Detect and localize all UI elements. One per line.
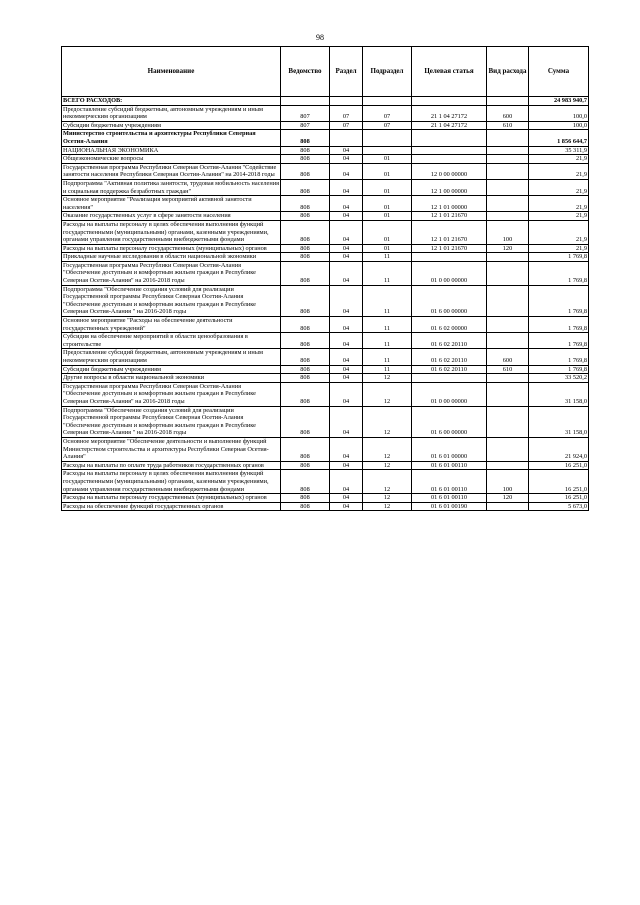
row-name: ВСЕГО РАСХОДОВ: bbox=[62, 97, 281, 106]
row-name: Основное мероприятие "Обеспечение деятельности и выполнение функций Министерством строительства и архитектуры Республики Северная Осетия-Алания" bbox=[62, 437, 281, 461]
row-subsection: 01 bbox=[363, 212, 412, 221]
table-row bbox=[62, 130, 589, 146]
row-subsection: 11 bbox=[363, 365, 412, 374]
row-expense-type bbox=[487, 97, 529, 106]
row-name: Расходы на выплаты по оплате труда работников государственных органов bbox=[62, 461, 281, 470]
table-row bbox=[62, 382, 589, 406]
row-amount: 35 311,9 bbox=[529, 146, 589, 155]
row-section: 04 bbox=[330, 285, 363, 316]
table-row bbox=[62, 470, 589, 494]
row-subsection bbox=[363, 146, 412, 155]
row-department: 808 bbox=[281, 285, 330, 316]
row-name: Оказание государственных услуг в сфере занятости населения bbox=[62, 212, 281, 221]
row-section: 04 bbox=[330, 502, 363, 511]
row-amount: 24 983 940,7 bbox=[529, 97, 589, 106]
row-department: 808 bbox=[281, 220, 330, 244]
page-number: 98 bbox=[316, 33, 324, 42]
row-amount: 1 769,8 bbox=[529, 365, 589, 374]
row-target-article bbox=[412, 130, 487, 146]
table-row bbox=[62, 349, 589, 365]
row-subsection: 01 bbox=[363, 196, 412, 212]
row-name: Расходы на обеспечение функций государственных органов bbox=[62, 502, 281, 511]
row-subsection: 01 bbox=[363, 179, 412, 195]
row-target-article: 01 6 01 00110 bbox=[412, 461, 487, 470]
row-expense-type bbox=[487, 374, 529, 383]
row-section: 04 bbox=[330, 253, 363, 262]
row-target-article: 01 6 02 20110 bbox=[412, 333, 487, 349]
expenditure-table bbox=[61, 46, 589, 511]
row-target-article: 01 6 01 00110 bbox=[412, 494, 487, 503]
row-expense-type: 100 bbox=[487, 470, 529, 494]
row-section: 04 bbox=[330, 406, 363, 437]
row-section: 04 bbox=[330, 146, 363, 155]
row-section: 04 bbox=[330, 382, 363, 406]
table-row bbox=[62, 437, 589, 461]
row-department: 808 bbox=[281, 470, 330, 494]
table-row bbox=[62, 285, 589, 316]
row-target-article: 12 0 00 00000 bbox=[412, 163, 487, 179]
row-name: Субсидия на обеспечение мероприятий в области ценообразования в строительстве bbox=[62, 333, 281, 349]
row-section: 04 bbox=[330, 220, 363, 244]
row-name: Другие вопросы в области национальной экономики bbox=[62, 374, 281, 383]
row-expense-type bbox=[487, 502, 529, 511]
row-department: 808 bbox=[281, 146, 330, 155]
row-amount: 1 769,8 bbox=[529, 261, 589, 285]
row-section: 04 bbox=[330, 155, 363, 164]
row-department: 808 bbox=[281, 406, 330, 437]
row-section: 04 bbox=[330, 494, 363, 503]
row-subsection: 12 bbox=[363, 470, 412, 494]
row-department: 808 bbox=[281, 244, 330, 253]
row-amount: 1 769,8 bbox=[529, 253, 589, 262]
row-department: 807 bbox=[281, 105, 330, 121]
row-name: НАЦИОНАЛЬНАЯ ЭКОНОМИКА bbox=[62, 146, 281, 155]
row-target-article: 01 6 00 00000 bbox=[412, 285, 487, 316]
row-department: 808 bbox=[281, 461, 330, 470]
row-amount: 21,9 bbox=[529, 155, 589, 164]
row-department: 808 bbox=[281, 333, 330, 349]
row-target-article: 01 6 01 00000 bbox=[412, 437, 487, 461]
row-expense-type bbox=[487, 333, 529, 349]
row-amount: 21 924,0 bbox=[529, 437, 589, 461]
row-expense-type: 610 bbox=[487, 365, 529, 374]
row-subsection bbox=[363, 97, 412, 106]
row-section: 04 bbox=[330, 437, 363, 461]
row-department: 808 bbox=[281, 317, 330, 333]
row-department: 808 bbox=[281, 212, 330, 221]
row-target-article: 01 6 02 20110 bbox=[412, 349, 487, 365]
row-subsection: 12 bbox=[363, 374, 412, 383]
row-name: Основное мероприятие "Реализация мероприятий активной занятости населения" bbox=[62, 196, 281, 212]
row-amount: 1 769,8 bbox=[529, 333, 589, 349]
row-department: 808 bbox=[281, 437, 330, 461]
row-section: 04 bbox=[330, 317, 363, 333]
row-name: Министерство строительства и архитектуры Республики Северная Осетия-Алания bbox=[62, 130, 281, 146]
table-row bbox=[62, 105, 589, 121]
row-amount: 16 251,0 bbox=[529, 470, 589, 494]
header-amount: Сумма bbox=[529, 47, 589, 97]
row-expense-type bbox=[487, 196, 529, 212]
row-section: 04 bbox=[330, 179, 363, 195]
row-department: 807 bbox=[281, 121, 330, 130]
row-expense-type bbox=[487, 179, 529, 195]
table-row bbox=[62, 163, 589, 179]
table-row bbox=[62, 97, 589, 106]
table-row bbox=[62, 220, 589, 244]
row-department: 808 bbox=[281, 196, 330, 212]
row-name: Подпрограмма "Обеспечение создания условий для реализации Государственной программы Республики Северная Осетия-Алания "Обеспечение доступным и комфортным жильем граждан в Республике Северная Осетия-Алания " на 2016-2018 годы bbox=[62, 406, 281, 437]
row-target-article: 12 1 01 21670 bbox=[412, 212, 487, 221]
row-section: 04 bbox=[330, 461, 363, 470]
header-department: Ведомство bbox=[281, 47, 330, 97]
row-department: 808 bbox=[281, 494, 330, 503]
row-department: 808 bbox=[281, 179, 330, 195]
header-section: Раздел bbox=[330, 47, 363, 97]
table-row bbox=[62, 146, 589, 155]
row-subsection: 07 bbox=[363, 105, 412, 121]
row-expense-type bbox=[487, 212, 529, 221]
row-subsection: 11 bbox=[363, 317, 412, 333]
row-subsection: 12 bbox=[363, 382, 412, 406]
row-amount: 1 769,8 bbox=[529, 349, 589, 365]
table-row bbox=[62, 374, 589, 383]
row-expense-type bbox=[487, 437, 529, 461]
row-expense-type bbox=[487, 261, 529, 285]
row-amount: 1 769,8 bbox=[529, 285, 589, 316]
row-expense-type bbox=[487, 382, 529, 406]
row-expense-type bbox=[487, 155, 529, 164]
row-department: 808 bbox=[281, 261, 330, 285]
table-row bbox=[62, 406, 589, 437]
row-subsection bbox=[363, 130, 412, 146]
row-expense-type: 120 bbox=[487, 244, 529, 253]
table-row bbox=[62, 317, 589, 333]
row-target-article bbox=[412, 155, 487, 164]
row-expense-type: 600 bbox=[487, 105, 529, 121]
row-section: 04 bbox=[330, 196, 363, 212]
row-section: 04 bbox=[330, 163, 363, 179]
row-section bbox=[330, 130, 363, 146]
row-expense-type bbox=[487, 130, 529, 146]
row-department bbox=[281, 97, 330, 106]
row-target-article: 12 1 01 21670 bbox=[412, 220, 487, 244]
row-target-article: 12 1 00 00000 bbox=[412, 179, 487, 195]
row-name: Государственная программа Республики Северная Осетия-Алания "Содействие занятости населения Республики Северная Осетия-Алания" на 2014-2018 годы bbox=[62, 163, 281, 179]
row-amount: 21,9 bbox=[529, 244, 589, 253]
row-amount: 21,9 bbox=[529, 196, 589, 212]
row-expense-type bbox=[487, 285, 529, 316]
row-subsection: 01 bbox=[363, 155, 412, 164]
header-target-article: Целевая статья bbox=[412, 47, 487, 97]
row-target-article: 01 0 00 00000 bbox=[412, 261, 487, 285]
table-row bbox=[62, 333, 589, 349]
row-subsection: 01 bbox=[363, 244, 412, 253]
row-department: 808 bbox=[281, 365, 330, 374]
row-target-article bbox=[412, 374, 487, 383]
row-subsection: 01 bbox=[363, 220, 412, 244]
row-subsection: 11 bbox=[363, 285, 412, 316]
row-amount: 1 856 644,7 bbox=[529, 130, 589, 146]
row-amount: 21,9 bbox=[529, 220, 589, 244]
row-name: Расходы на выплаты персоналу государственных (муниципальных) органов bbox=[62, 244, 281, 253]
row-target-article: 01 6 02 00000 bbox=[412, 317, 487, 333]
row-target-article: 01 6 02 20110 bbox=[412, 365, 487, 374]
row-name: Государственная программа Республики Северная Осетия-Алания "Обеспечение доступным и комфортным жильем граждан в Республике Северная Осетия-Алания" на 2016-2018 годы bbox=[62, 261, 281, 285]
row-name: Предоставление субсидий бюджетным, автономным учреждениям и иным некоммерческим организациям bbox=[62, 349, 281, 365]
row-name: Государственная программа Республики Северная Осетия-Алания "Обеспечение доступным и комфортным жильем граждан в Республике Северная Осетия-Алания" на 2016-2018 годы bbox=[62, 382, 281, 406]
row-expense-type: 610 bbox=[487, 121, 529, 130]
table-row bbox=[62, 261, 589, 285]
row-target-article: 01 6 01 00110 bbox=[412, 470, 487, 494]
row-expense-type bbox=[487, 461, 529, 470]
row-name: Предоставление субсидий бюджетным, автономным учреждениям и иным некоммерческим организациям bbox=[62, 105, 281, 121]
row-target-article: 21 1 04 27172 bbox=[412, 105, 487, 121]
row-amount: 31 158,0 bbox=[529, 382, 589, 406]
row-amount: 100,0 bbox=[529, 121, 589, 130]
row-name: Расходы на выплаты персоналу государственных (муниципальных) органов bbox=[62, 494, 281, 503]
row-department: 808 bbox=[281, 130, 330, 146]
row-department: 808 bbox=[281, 163, 330, 179]
row-name: Субсидии бюджетным учреждениям bbox=[62, 121, 281, 130]
row-subsection: 07 bbox=[363, 121, 412, 130]
table-row bbox=[62, 494, 589, 503]
row-amount: 21,9 bbox=[529, 212, 589, 221]
row-section: 04 bbox=[330, 244, 363, 253]
row-section: 04 bbox=[330, 365, 363, 374]
row-expense-type bbox=[487, 163, 529, 179]
row-subsection: 11 bbox=[363, 349, 412, 365]
row-expense-type bbox=[487, 317, 529, 333]
row-section: 07 bbox=[330, 105, 363, 121]
table-row bbox=[62, 196, 589, 212]
row-section: 04 bbox=[330, 333, 363, 349]
row-section: 07 bbox=[330, 121, 363, 130]
row-amount: 100,0 bbox=[529, 105, 589, 121]
row-section: 04 bbox=[330, 349, 363, 365]
header-expense-type: Вид расхода bbox=[487, 47, 529, 97]
row-amount: 31 158,0 bbox=[529, 406, 589, 437]
table-row bbox=[62, 179, 589, 195]
row-expense-type bbox=[487, 146, 529, 155]
row-name: Субсидии бюджетным учреждениям bbox=[62, 365, 281, 374]
row-amount: 16 251,0 bbox=[529, 461, 589, 470]
row-amount: 21,9 bbox=[529, 179, 589, 195]
row-subsection: 11 bbox=[363, 261, 412, 285]
row-subsection: 12 bbox=[363, 502, 412, 511]
row-amount: 5 673,0 bbox=[529, 502, 589, 511]
table-row bbox=[62, 121, 589, 130]
table-body bbox=[62, 97, 589, 511]
row-subsection: 01 bbox=[363, 163, 412, 179]
table-row bbox=[62, 253, 589, 262]
row-name: Общеэкономические вопросы bbox=[62, 155, 281, 164]
row-target-article bbox=[412, 146, 487, 155]
row-amount: 1 769,8 bbox=[529, 317, 589, 333]
row-amount: 21,9 bbox=[529, 163, 589, 179]
row-name: Подпрограмма "Активная политика занятости, трудовая мобильность населения и социальная поддержка безработных граждан" bbox=[63, 179, 279, 195]
table-row bbox=[62, 244, 589, 253]
row-department: 808 bbox=[281, 253, 330, 262]
table-row bbox=[62, 155, 589, 164]
row-subsection: 12 bbox=[363, 406, 412, 437]
row-amount: 16 251,0 bbox=[529, 494, 589, 503]
table-row bbox=[62, 502, 589, 511]
row-section: 04 bbox=[330, 212, 363, 221]
table-row bbox=[62, 212, 589, 221]
row-target-article: 01 0 00 00000 bbox=[412, 382, 487, 406]
row-department: 808 bbox=[281, 502, 330, 511]
row-section: 04 bbox=[330, 470, 363, 494]
row-target-article: 12 1 01 00000 bbox=[412, 196, 487, 212]
row-target-article: 21 1 04 27172 bbox=[412, 121, 487, 130]
row-subsection: 12 bbox=[363, 461, 412, 470]
row-section: 04 bbox=[330, 261, 363, 285]
row-subsection: 11 bbox=[363, 253, 412, 262]
row-name: Подпрограмма "Обеспечение создания условий для реализации Государственной программы Республики Северная Осетия-Алания "Обеспечение доступным и комфортным жильем граждан в Республике Северная Осетия-Алания " на 2016-2018 годы bbox=[62, 285, 281, 316]
row-subsection: 12 bbox=[363, 494, 412, 503]
row-name: Прикладные научные исследования в области национальной экономики bbox=[62, 253, 281, 262]
row-expense-type bbox=[487, 253, 529, 262]
table-row bbox=[62, 365, 589, 374]
row-expense-type: 100 bbox=[487, 220, 529, 244]
row-subsection: 12 bbox=[363, 437, 412, 461]
row-expense-type: 600 bbox=[487, 349, 529, 365]
row-department: 808 bbox=[281, 382, 330, 406]
row-name: Расходы на выплаты персоналу в целях обеспечения выполнения функций государственными (муниципальными) органами, казенными учреждениями, органами управления государственными внебюджетными фондами bbox=[62, 220, 281, 244]
row-section: 04 bbox=[330, 374, 363, 383]
row-subsection: 11 bbox=[363, 333, 412, 349]
row-target-article: 01 6 00 00000 bbox=[412, 406, 487, 437]
row-target-article: 12 1 01 21670 bbox=[412, 244, 487, 253]
row-department: 808 bbox=[281, 374, 330, 383]
row-department: 808 bbox=[281, 155, 330, 164]
row-target-article bbox=[412, 97, 487, 106]
row-department: 808 bbox=[281, 349, 330, 365]
row-target-article: 01 6 01 00190 bbox=[412, 502, 487, 511]
header-name: Наименование bbox=[62, 47, 281, 97]
row-name: Расходы на выплаты персоналу в целях обеспечения выполнения функций государственными (муниципальными) органами, казенными учреждениями, органами управления государственными внебюджетными фондами bbox=[62, 470, 281, 494]
row-name: Основное мероприятие "Расходы на обеспечение деятельности государственных учреждений" bbox=[62, 317, 281, 333]
row-amount: 33 520,2 bbox=[529, 374, 589, 383]
row-expense-type: 120 bbox=[487, 494, 529, 503]
row-expense-type bbox=[487, 406, 529, 437]
header-row bbox=[62, 47, 589, 97]
header-subsection: Подраздел bbox=[363, 47, 412, 97]
row-target-article bbox=[412, 253, 487, 262]
row-section bbox=[330, 97, 363, 106]
table-row bbox=[62, 461, 589, 470]
